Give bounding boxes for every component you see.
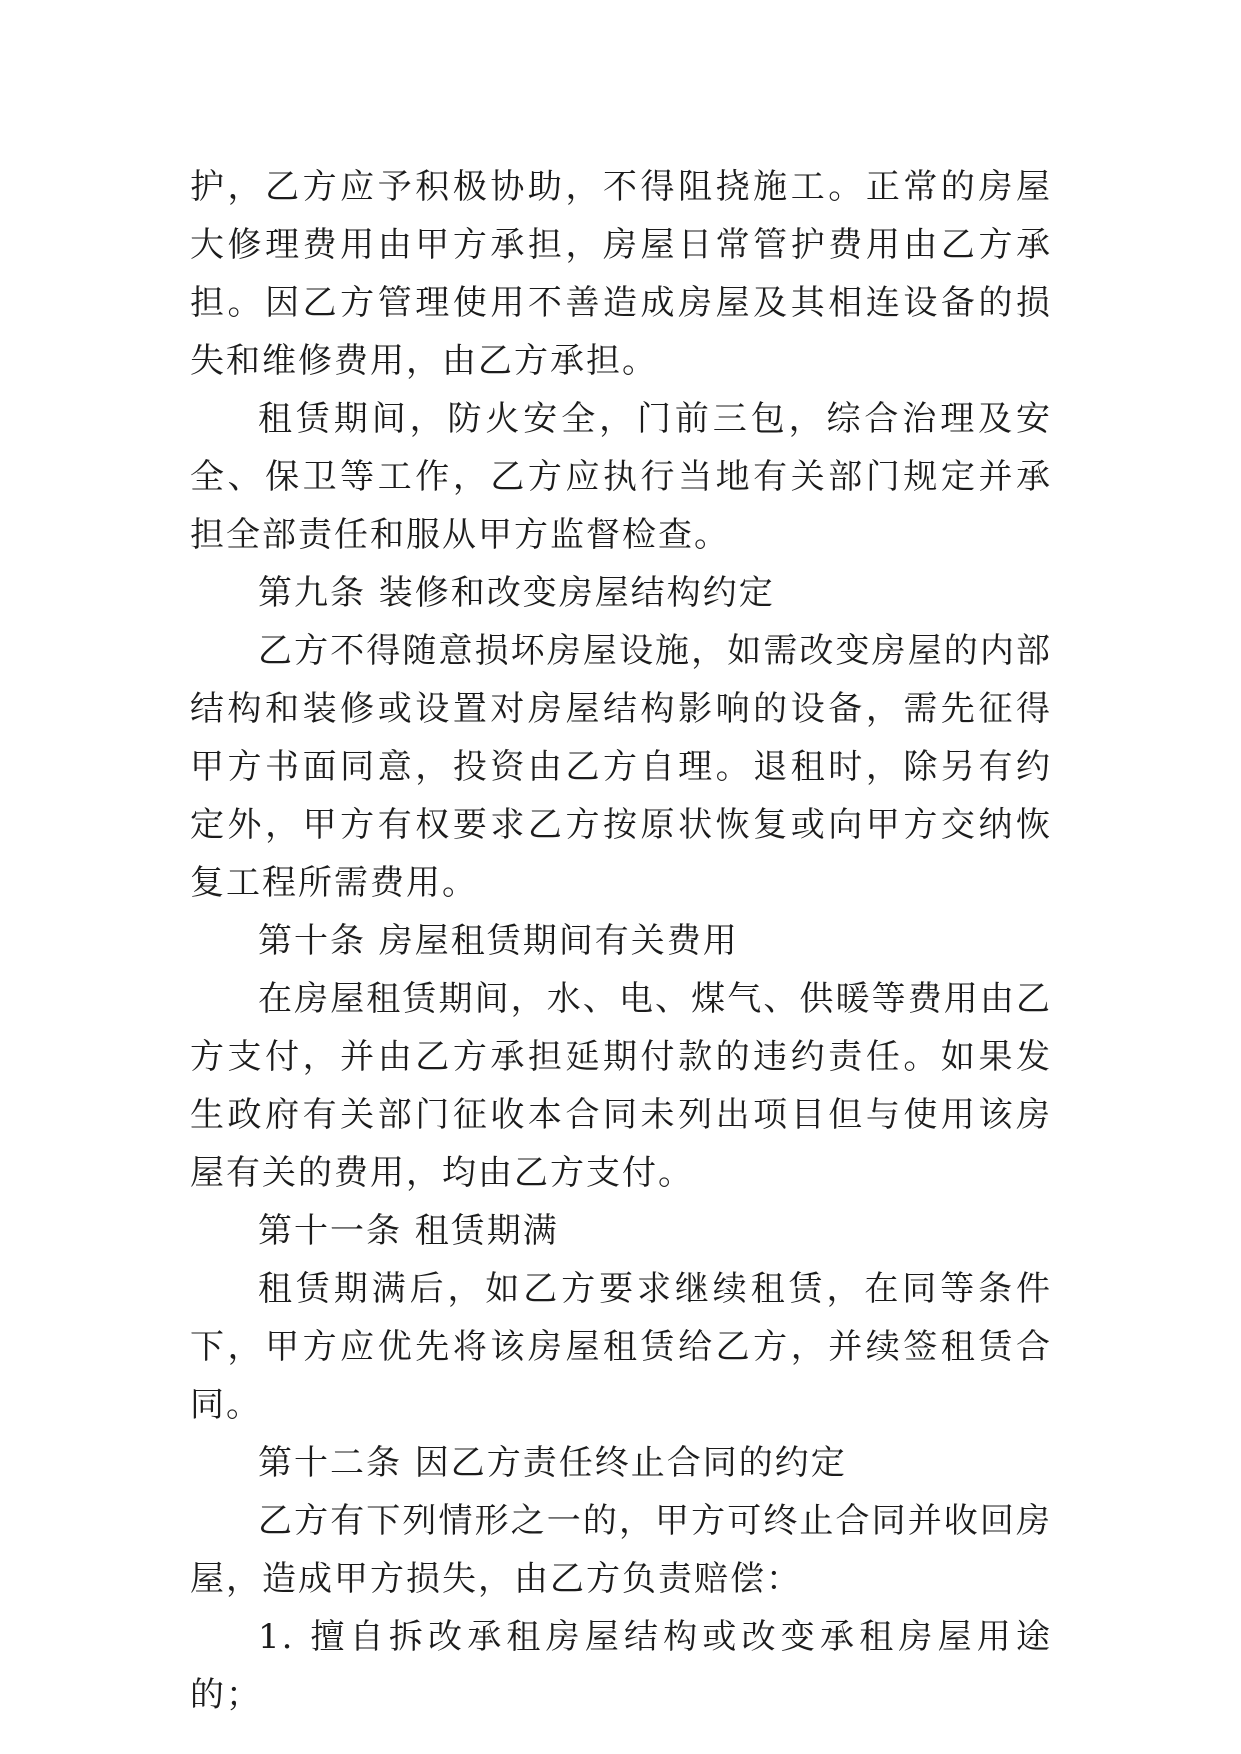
article-9-heading: 第九条 装修和改变房屋结构约定 bbox=[258, 573, 775, 613]
paragraph-renovation-terms: 乙方不得随意损坏房屋设施，如需改变房屋的内部结构和装修或设置对房屋结构影响的设备，需先征得甲方书面同意，投资由乙方自理。退租时，除另有约定外，甲方有权要求乙方按原状恢复或向甲方交纳恢复工程所需费用。 bbox=[190, 631, 1052, 903]
paragraph-safety-duties: 租赁期间，防火安全，门前三包，综合治理及安全、保卫等工作，乙方应执行当地有关部门规定并承担全部责任和服从甲方监督检查。 bbox=[190, 399, 1052, 555]
paragraph-lease-fees: 在房屋租赁期间，水、电、煤气、供暖等费用由乙方支付，并由乙方承担延期付款的违约责任。如果发生政府有关部门征收本合同未列出项目但与使用该房屋有关的费用，均由乙方支付。 bbox=[190, 979, 1052, 1193]
article-12-heading: 第十二条 因乙方责任终止合同的约定 bbox=[258, 1443, 847, 1483]
paragraph-lease-renewal: 租赁期满后，如乙方要求继续租赁，在同等条件下，甲方应优先将该房屋租赁给乙方，并续签租赁合同。 bbox=[190, 1269, 1052, 1425]
document-body bbox=[190, 158, 1052, 1724]
list-item-1: 1. 擅自拆改承租房屋结构或改变承租房屋用途的； bbox=[190, 1617, 1052, 1715]
paragraph-maintenance-continued: 护，乙方应予积极协助，不得阻挠施工。正常的房屋大修理费用由甲方承担，房屋日常管护费用由乙方承担。因乙方管理使用不善造成房屋及其相连设备的损失和维修费用，由乙方承担。 bbox=[190, 167, 1052, 381]
article-10-heading: 第十条 房屋租赁期间有关费用 bbox=[258, 921, 739, 961]
article-11-heading: 第十一条 租赁期满 bbox=[258, 1211, 559, 1251]
paragraph-termination-conditions: 乙方有下列情形之一的，甲方可终止合同并收回房屋，造成甲方损失，由乙方负责赔偿： bbox=[190, 1501, 1052, 1599]
